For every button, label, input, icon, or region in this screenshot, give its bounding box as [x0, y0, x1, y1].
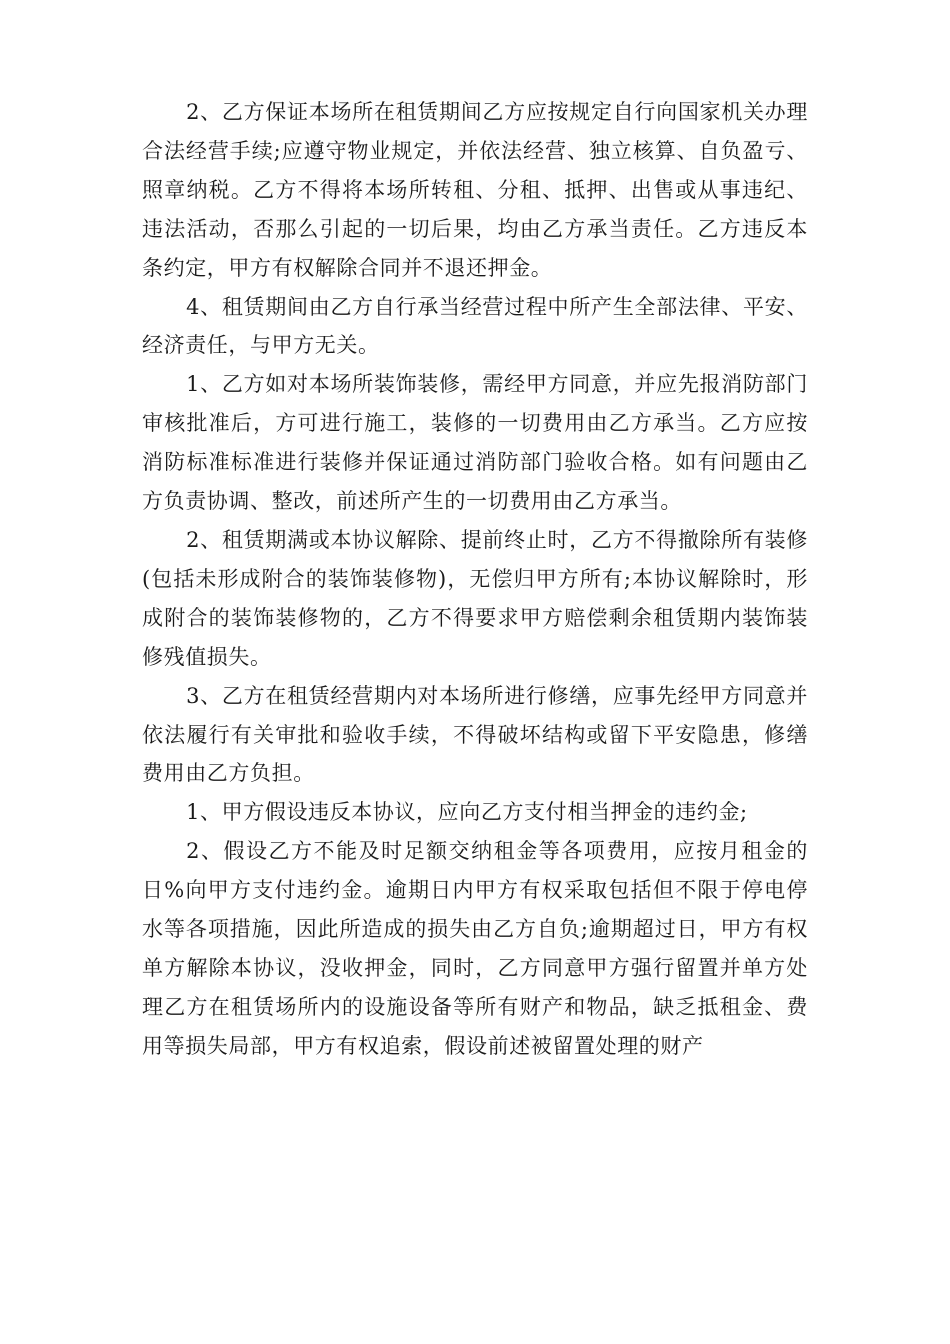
paragraph-clause-2-business-license: 2、乙方保证本场所在租赁期间乙方应按规定自行向国家机关办理合法经营手续;应遵守物业规定，并依法经营、独立核算、自负盈亏、照章纳税。乙方不得将本场所转租、分租、抵押、出售或从事违纪、违法活动，否那么引起的一切后果，均由乙方承当责任。乙方违反本条约定，甲方有权解除合同并不退还押金。 [142, 100, 808, 280]
paragraph-clause-2-late-payment: 2、假设乙方不能及时足额交纳租金等各项费用，应按月租金的日%向甲方支付违约金。逾期日内甲方有权采取包括但不限于停电停水等各项措施，因此所造成的损失由乙方自负;逾期超过日，甲方有权单方解除本协议，没收押金，同时，乙方同意甲方强行留置并单方处理乙方在租赁场所内的设施设备等所有财产和物品，缺乏抵租金、费用等损失局部，甲方有权追索，假设前述被留置处理的财产 [142, 839, 808, 1058]
document-body [142, 93, 808, 1066]
paragraph-clause-1-party-a-breach: 1、甲方假设违反本协议，应向乙方支付相当押金的违约金; [186, 800, 748, 825]
paragraph-clause-2-decoration-ownership: 2、租赁期满或本协议解除、提前终止时，乙方不得撤除所有装修(包括未形成附合的装饰装修物)，无偿归甲方所有;本协议解除时，形成附合的装饰装修物的，乙方不得要求甲方赔偿剩余租赁期内装饰装修残值损失。 [142, 527, 808, 669]
paragraph-clause-1-decoration: 1、乙方如对本场所装饰装修，需经甲方同意，并应先报消防部门审核批准后，方可进行施工，装修的一切费用由乙方承当。乙方应按消防标准标准进行装修并保证通过消防部门验收合格。如有问题由乙方负责协调、整改，前述所产生的一切费用由乙方承当。 [142, 372, 808, 514]
paragraph-clause-3-repairs: 3、乙方在租赁经营期内对本场所进行修缮，应事先经甲方同意并依法履行有关审批和验收手续，不得破坏结构或留下平安隐患，修缮费用由乙方负担。 [142, 683, 808, 786]
paragraph-clause-4-liability: 4、租赁期间由乙方自行承当经营过程中所产生全部法律、平安、经济责任，与甲方无关。 [142, 294, 808, 358]
